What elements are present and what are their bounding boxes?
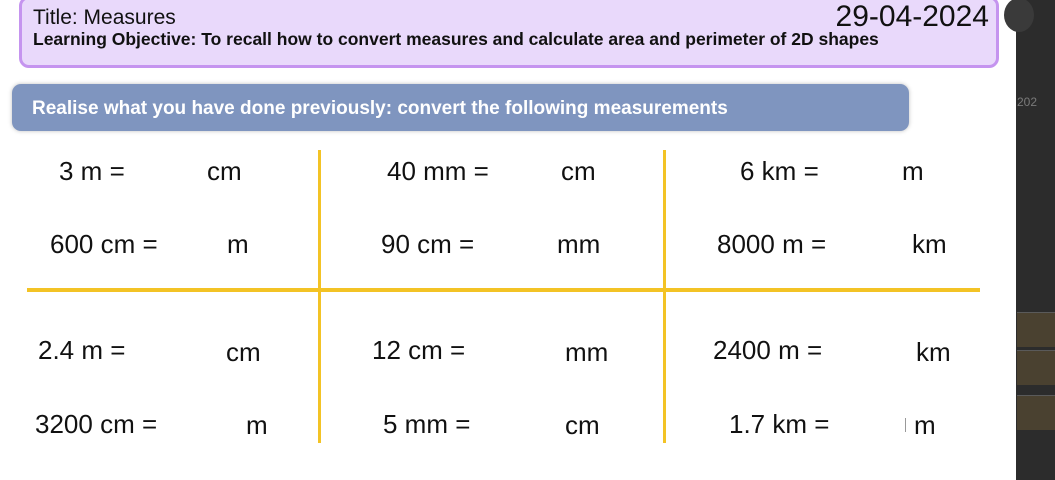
- grid-divider-vertical-2: [663, 150, 666, 443]
- question-expression: 90 cm =: [381, 229, 475, 259]
- question-expression: 8000 m =: [717, 229, 827, 259]
- page-title: Title: Measures: [33, 6, 176, 29]
- question-expression: 12 cm =: [372, 335, 466, 365]
- question-expression: 2.4 m =: [38, 335, 126, 365]
- grid-divider-horizontal: [27, 288, 980, 292]
- question-expression: 3200 cm =: [35, 409, 158, 439]
- grid-divider-vertical-1: [318, 150, 321, 443]
- slide-thumbnail[interactable]: [1017, 395, 1055, 430]
- slide-thumbnail[interactable]: [1017, 312, 1055, 347]
- question-expression: 3 m =: [59, 156, 125, 186]
- answer-unit: m: [902, 156, 924, 186]
- answer-unit: km: [916, 337, 951, 367]
- answer-unit: cm: [565, 410, 600, 440]
- slide-thumbnail[interactable]: [1017, 350, 1055, 385]
- answer-unit: cm: [561, 156, 596, 186]
- question-expression: 600 cm =: [50, 229, 158, 259]
- cursor-mark: [905, 418, 906, 432]
- question-expression: 1.7 km =: [729, 409, 830, 439]
- answer-unit: m: [246, 410, 268, 440]
- answer-unit: m: [227, 229, 249, 259]
- side-panel-text: 202: [1017, 95, 1038, 109]
- question-expression: 2400 m =: [713, 335, 823, 365]
- answer-unit: cm: [226, 337, 261, 367]
- answer-unit: mm: [557, 229, 601, 259]
- answer-unit: km: [912, 229, 947, 259]
- instruction-banner: [12, 84, 909, 131]
- answer-unit: mm: [565, 337, 609, 367]
- question-expression: 40 mm =: [387, 156, 489, 186]
- learning-objective: Learning Objective: To recall how to convert measures and calculate area and perimeter of 2D shapes: [33, 29, 879, 49]
- answer-unit: cm: [207, 156, 242, 186]
- question-expression: 5 mm =: [383, 409, 471, 439]
- instruction-text: Realise what you have done previously: convert the following measurements: [32, 98, 728, 119]
- answer-unit: m: [914, 410, 936, 440]
- date-label: 29-04-2024: [835, 0, 989, 33]
- question-expression: 6 km =: [740, 156, 819, 186]
